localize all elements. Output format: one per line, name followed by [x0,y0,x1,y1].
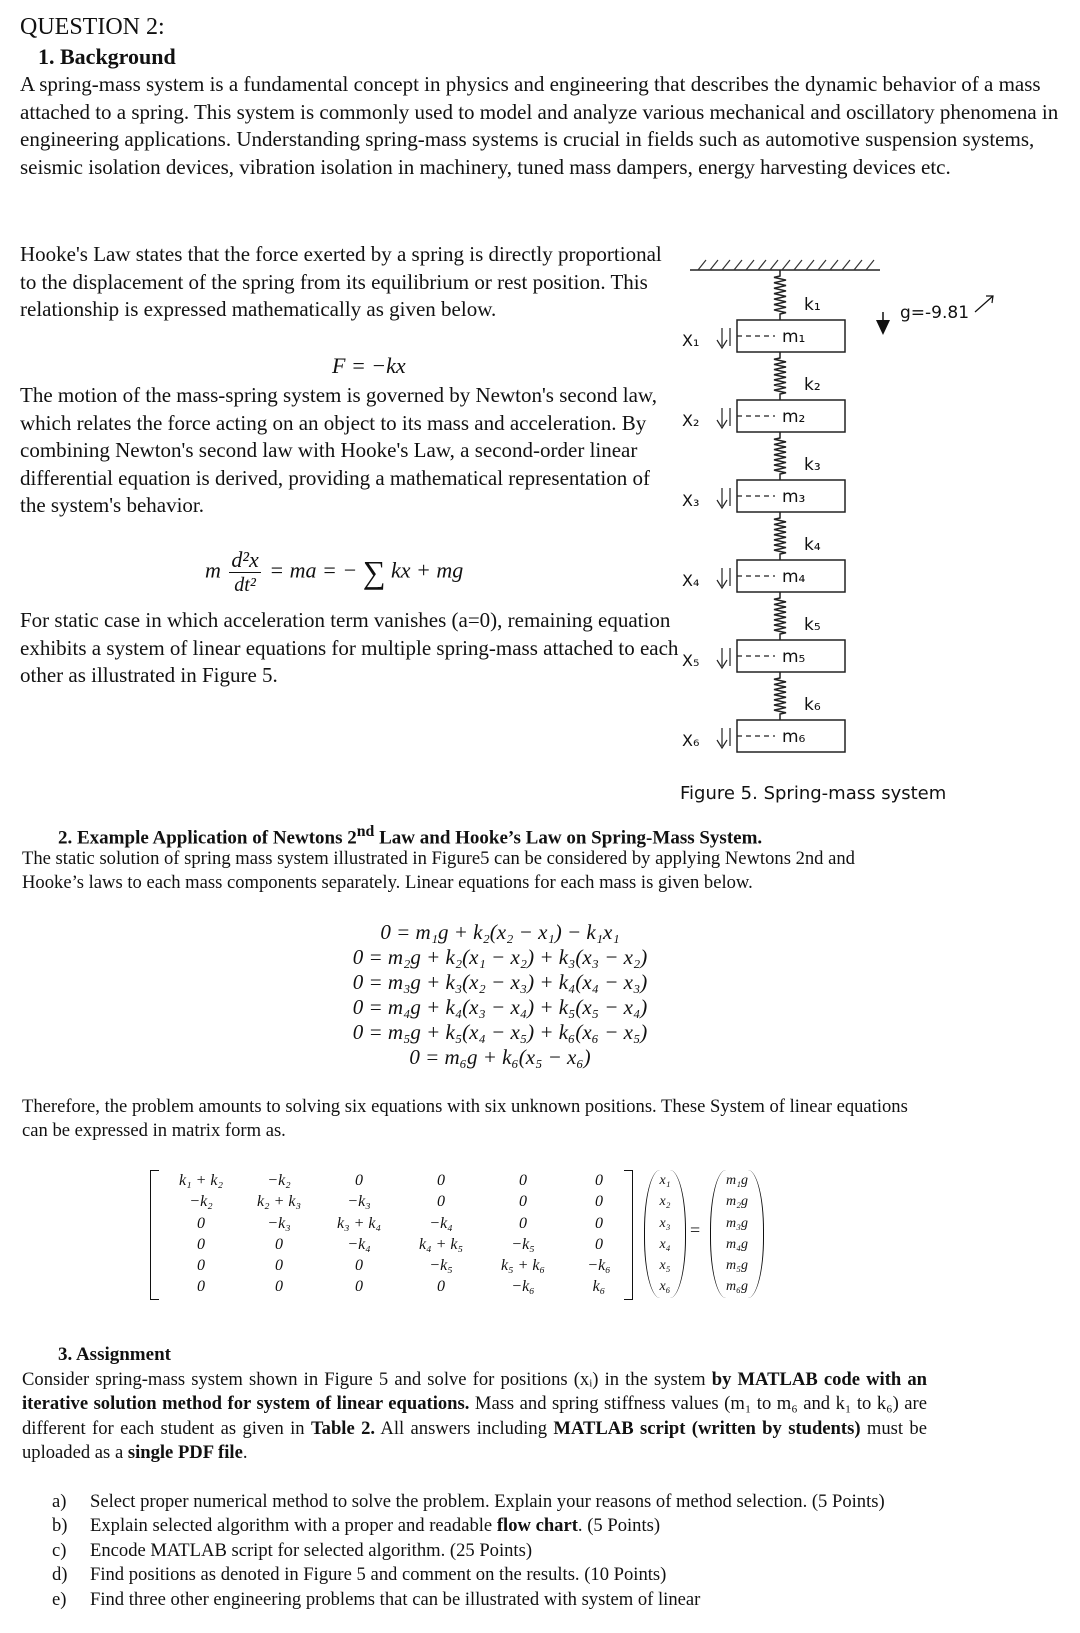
matrix-cell: 0 [519,1214,527,1232]
position-label: X₂ [682,411,700,430]
equation-line: 0 = m₁g + k₂(x₂ − x₁) − k₁x₁ [380,920,620,944]
spring-6 [774,672,786,720]
position-label: X₄ [682,571,700,590]
spring-label: k₂ [804,375,821,395]
matrix-cell: −k₄ [429,1214,453,1232]
position-label: X₆ [682,731,700,750]
figure-caption: Figure 5. Spring-mass system [680,783,947,804]
eq-sigma: ∑ [362,554,386,590]
matrix-cell: k₃ + k₄ [336,1214,382,1232]
load-vector-entry: m₂g [726,1194,748,1210]
matrix-bracket-right [624,1170,633,1300]
spring-3 [774,432,786,480]
matrix-cell: 0 [355,1172,363,1189]
matrix-cell: k₄ + k₅ [418,1235,464,1253]
example-paragraph: The static solution of spring mass system illustrated in Figure5 can be considered by applying Newtons 2nd and Hooke’s laws to each mass components separately. Linear equations for each mass is given below. [22,848,855,894]
eq-denominator: dt² [234,574,256,596]
mass-label: m₁ [782,327,806,347]
example-heading-post: Law and Hooke’s Law on Spring-Mass System. [374,827,763,849]
matrix-cell: 0 [437,1278,445,1296]
background-heading: 1. Background [38,44,176,69]
mass-label: m₄ [782,567,806,587]
matrix-cell: 0 [275,1235,283,1253]
matrix-cell: 0 [595,1193,603,1211]
newton-equation [205,548,463,597]
equation-line: 0 = m₅g + k₅(x₄ − x₅) + k₆(x₆ − x₅) [352,1020,648,1044]
matrix-cell: −k₆ [511,1278,535,1296]
matrix-cell: −k₂ [267,1172,291,1189]
matrix-cell: −k₂ [189,1193,213,1211]
equation-system [300,920,700,1070]
gravity-label: g=-9.81 [900,303,970,323]
matrix-cell: 0 [437,1172,445,1189]
position-vector-entry: x₅ [659,1258,671,1274]
mass-label: m₅ [782,647,806,667]
list-item: a) Select proper numerical method to solve the problem. Explain your reasons of method selection. (5 Points) [52,1491,885,1512]
mass-label: m₂ [782,407,806,427]
matrix-cell: 0 [595,1214,603,1232]
stiffness-matrix [150,1168,630,1303]
position-vector-entry: x₄ [659,1236,671,1252]
spring-2 [774,352,786,400]
matrix-cell: 0 [197,1214,205,1232]
position-label: X₃ [682,491,700,510]
load-vector-entry: m₄g [726,1236,748,1252]
background-paragraph-1: A spring-mass system is a fundamental concept in physics and engineering that describes the dynamic behavior of a mass attached to a spring. This system is commonly used to model and analyze various mechanical and oscillatory phenomena in engineering applications. Understanding spring-mass systems is crucial in fields such as automotive suspension systems, seismic isolation devices, vibration isolation in machinery, tuned mass dampers, energy harvesting devices etc. [20,72,1059,179]
equation-line: 0 = m₄g + k₄(x₃ − x₄) + k₅(x₅ − x₄) [352,995,648,1019]
matrix-cell: −k₅ [429,1257,453,1275]
position-vector-entry: x₆ [659,1279,671,1295]
matrix-grid [162,1170,634,1298]
matrix-cell: 0 [275,1257,283,1275]
eq-rhs-1: = ma = − [269,557,358,583]
assignment-paragraph: Consider spring-mass system shown in Figure 5 and solve for positions (xᵢ) in the system by MATLAB code with an iterative solution method for system of linear equations. Mass and spring stiffness values (m₁ to m₆ and k₁ to k₆) are different for each student as given in Table 2. All answers including MATLAB script (written by students) must be uploaded as a single PDF file. [22,1369,927,1464]
question-title: QUESTION 2: [20,14,165,40]
matrix-bracket-left [150,1170,159,1300]
spring-mass-chain [682,270,845,752]
example-heading-sup: nd [356,823,375,840]
matrix-cell: 0 [595,1235,603,1253]
example-heading-pre: 2. Example Application of Newtons 2 [58,827,357,849]
position-label: X₅ [682,651,700,670]
matrix-cell: 0 [519,1193,527,1211]
equation-line: 0 = m₆g + k₆(x₅ − x₆) [409,1045,591,1069]
position-vector [644,1170,686,1298]
equation-line: 0 = m₃g + k₃(x₂ − x₃) + k₄(x₄ − x₃) [352,970,648,994]
spring-4 [774,512,786,560]
static-case-paragraph: For static case in which acceleration term vanishes (a=0), remaining equation exhibits a system of linear equations for multiple spring-mass attached to each other as illustrated in Figure 5. [20,608,679,688]
equation-line: 0 = m₂g + k₂(x₁ − x₂) + k₃(x₃ − x₂) [352,945,648,969]
position-vector-entry: x₂ [659,1194,671,1210]
mass-label: m₆ [782,727,806,747]
matrix-cell: k₁ + k₂ [178,1172,224,1189]
eq-numerator: d²x [231,547,259,572]
list-item: e) Find three other engineering problems that can be illustrated with system of linear [52,1588,701,1610]
matrix-cell: −k₄ [347,1235,371,1253]
example-heading [58,823,762,849]
hooke-equation: F = −kx [332,353,406,378]
matrix-cell: k₂ + k₃ [256,1193,302,1211]
matrix-cell: 0 [355,1278,363,1296]
load-vector [710,1170,764,1298]
hooke-paragraph: Hooke's Law states that the force exerted by a spring is directly proportional to the displacement of the spring from its equilibrium or rest position. This relationship is expressed mathematically as given below. [20,242,662,322]
position-vector-entry: x₃ [659,1215,671,1231]
newton-paragraph: The motion of the mass-spring system is governed by Newton's second law, which relates the force acting on an object to its mass and acceleration. By combining Newton's second law with Hooke's Law, a second-order linear differential equation is derived, providing a mathematical representation of the system's behavior. [20,383,657,518]
matrix-cell: −k₆ [587,1257,611,1275]
spring-1 [774,270,786,320]
gravity-vector-icon [975,296,993,312]
matrix-cell: −k₅ [511,1235,535,1253]
matrix-cell: 0 [197,1278,205,1296]
mass-label: m₃ [782,487,806,507]
matrix-cell: 0 [275,1278,283,1296]
load-vector-entry: m₁g [726,1173,748,1188]
load-vector-entry: m₆g [726,1279,748,1295]
eq-mass: m [205,557,221,583]
matrix-cell: 0 [197,1235,205,1253]
position-vector-entry: x₁ [659,1173,671,1188]
matrix-cell: k₆ [592,1278,606,1296]
gravity-arrow [876,312,890,335]
list-item: c) Encode MATLAB script for selected algorithm. (25 Points) [52,1539,533,1561]
matrix-cell: −k₃ [347,1193,371,1211]
ceiling [690,260,880,270]
list-item: b) Explain selected algorithm with a proper and readable flow chart. (5 Points) [52,1515,661,1537]
load-vector-entry: m₃g [726,1215,748,1231]
spring-label: k₄ [804,535,821,555]
spring-label: k₁ [804,295,821,315]
spring-5 [774,592,786,640]
matrix-cell: 0 [437,1193,445,1211]
matrix-cell: 0 [595,1172,603,1189]
assignment-list [52,1490,912,1612]
load-vector-entry: m₅g [726,1258,748,1274]
assignment-heading: 3. Assignment [58,1344,171,1365]
matrix-cell: −k₃ [267,1214,291,1232]
eq-fraction [229,548,260,597]
matrix-equals: = [690,1220,701,1240]
list-item: d) Find positions as denoted in Figure 5 and comment on the results. (10 Points) [52,1564,667,1586]
spring-mass-figure [682,250,1040,790]
position-label: X₁ [682,331,700,350]
matrix-cell: 0 [519,1172,527,1189]
matrix-cell: 0 [197,1257,205,1275]
spring-label: k₅ [804,615,821,635]
spring-label: k₃ [804,455,821,475]
matrix-intro-paragraph: Therefore, the problem amounts to solving six equations with six unknown positions. These System of linear equations can be expressed in matrix form as. [22,1096,908,1142]
matrix-cell: 0 [355,1257,363,1275]
spring-label: k₆ [804,695,821,715]
matrix-cell: k₅ + k₆ [500,1257,546,1275]
eq-rhs-2: kx + mg [391,557,464,583]
